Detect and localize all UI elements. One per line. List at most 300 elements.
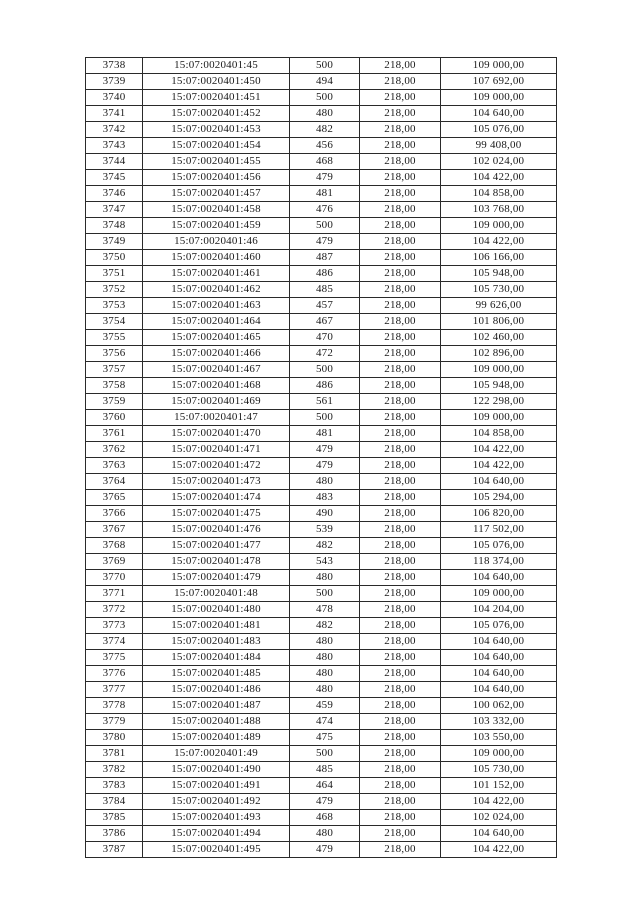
quantity-cell: 482 [290, 538, 360, 554]
quantity-cell: 479 [290, 794, 360, 810]
cadastral-number-cell: 15:07:0020401:488 [143, 714, 290, 730]
cadastral-number-cell: 15:07:0020401:450 [143, 74, 290, 90]
cadastral-number-cell: 15:07:0020401:49 [143, 746, 290, 762]
price-cell: 218,00 [360, 58, 441, 74]
row-number-cell: 3778 [86, 698, 143, 714]
quantity-cell: 490 [290, 506, 360, 522]
row-number-cell: 3756 [86, 346, 143, 362]
table-body [86, 58, 557, 858]
total-cell: 104 204,00 [441, 602, 557, 618]
quantity-cell: 472 [290, 346, 360, 362]
price-cell: 218,00 [360, 266, 441, 282]
row-number-cell: 3760 [86, 410, 143, 426]
total-cell: 109 000,00 [441, 410, 557, 426]
quantity-cell: 470 [290, 330, 360, 346]
table-row [86, 74, 557, 90]
quantity-cell: 474 [290, 714, 360, 730]
quantity-cell: 561 [290, 394, 360, 410]
table-row [86, 570, 557, 586]
row-number-cell: 3742 [86, 122, 143, 138]
cadastral-number-cell: 15:07:0020401:472 [143, 458, 290, 474]
cadastral-number-cell: 15:07:0020401:465 [143, 330, 290, 346]
quantity-cell: 457 [290, 298, 360, 314]
quantity-cell: 500 [290, 746, 360, 762]
row-number-cell: 3748 [86, 218, 143, 234]
row-number-cell: 3772 [86, 602, 143, 618]
cadastral-number-cell: 15:07:0020401:460 [143, 250, 290, 266]
price-cell: 218,00 [360, 794, 441, 810]
cadastral-number-cell: 15:07:0020401:469 [143, 394, 290, 410]
total-cell: 105 730,00 [441, 282, 557, 298]
row-number-cell: 3787 [86, 842, 143, 858]
row-number-cell: 3780 [86, 730, 143, 746]
total-cell: 105 076,00 [441, 618, 557, 634]
total-cell: 107 692,00 [441, 74, 557, 90]
total-cell: 105 076,00 [441, 538, 557, 554]
price-cell: 218,00 [360, 442, 441, 458]
total-cell: 109 000,00 [441, 218, 557, 234]
price-cell: 218,00 [360, 122, 441, 138]
table-row [86, 218, 557, 234]
quantity-cell: 459 [290, 698, 360, 714]
total-cell: 104 422,00 [441, 234, 557, 250]
table-row [86, 426, 557, 442]
total-cell: 103 550,00 [441, 730, 557, 746]
quantity-cell: 468 [290, 154, 360, 170]
total-cell: 103 332,00 [441, 714, 557, 730]
price-cell: 218,00 [360, 410, 441, 426]
data-table [85, 57, 557, 858]
total-cell: 104 422,00 [441, 442, 557, 458]
quantity-cell: 476 [290, 202, 360, 218]
price-cell: 218,00 [360, 778, 441, 794]
price-cell: 218,00 [360, 602, 441, 618]
price-cell: 218,00 [360, 826, 441, 842]
table-row [86, 810, 557, 826]
quantity-cell: 480 [290, 650, 360, 666]
total-cell: 104 422,00 [441, 170, 557, 186]
row-number-cell: 3774 [86, 634, 143, 650]
table-row [86, 106, 557, 122]
total-cell: 102 024,00 [441, 154, 557, 170]
row-number-cell: 3752 [86, 282, 143, 298]
cadastral-number-cell: 15:07:0020401:495 [143, 842, 290, 858]
cadastral-number-cell: 15:07:0020401:454 [143, 138, 290, 154]
price-cell: 218,00 [360, 394, 441, 410]
row-number-cell: 3773 [86, 618, 143, 634]
cadastral-number-cell: 15:07:0020401:467 [143, 362, 290, 378]
row-number-cell: 3746 [86, 186, 143, 202]
quantity-cell: 485 [290, 282, 360, 298]
price-cell: 218,00 [360, 250, 441, 266]
row-number-cell: 3738 [86, 58, 143, 74]
table-row [86, 282, 557, 298]
cadastral-number-cell: 15:07:0020401:492 [143, 794, 290, 810]
cadastral-number-cell: 15:07:0020401:477 [143, 538, 290, 554]
row-number-cell: 3784 [86, 794, 143, 810]
table-row [86, 458, 557, 474]
total-cell: 102 024,00 [441, 810, 557, 826]
quantity-cell: 500 [290, 410, 360, 426]
cadastral-number-cell: 15:07:0020401:456 [143, 170, 290, 186]
total-cell: 104 640,00 [441, 682, 557, 698]
total-cell: 104 422,00 [441, 458, 557, 474]
price-cell: 218,00 [360, 538, 441, 554]
price-cell: 218,00 [360, 458, 441, 474]
total-cell: 104 858,00 [441, 426, 557, 442]
row-number-cell: 3750 [86, 250, 143, 266]
quantity-cell: 481 [290, 426, 360, 442]
cadastral-number-cell: 15:07:0020401:480 [143, 602, 290, 618]
price-cell: 218,00 [360, 154, 441, 170]
price-cell: 218,00 [360, 362, 441, 378]
row-number-cell: 3745 [86, 170, 143, 186]
cadastral-number-cell: 15:07:0020401:462 [143, 282, 290, 298]
table-row [86, 442, 557, 458]
table-row [86, 490, 557, 506]
quantity-cell: 467 [290, 314, 360, 330]
quantity-cell: 479 [290, 234, 360, 250]
cadastral-number-cell: 15:07:0020401:458 [143, 202, 290, 218]
cadastral-number-cell: 15:07:0020401:466 [143, 346, 290, 362]
row-number-cell: 3770 [86, 570, 143, 586]
row-number-cell: 3767 [86, 522, 143, 538]
cadastral-number-cell: 15:07:0020401:468 [143, 378, 290, 394]
total-cell: 106 820,00 [441, 506, 557, 522]
row-number-cell: 3739 [86, 74, 143, 90]
total-cell: 99 408,00 [441, 138, 557, 154]
cadastral-number-cell: 15:07:0020401:473 [143, 474, 290, 490]
table-row [86, 362, 557, 378]
row-number-cell: 3781 [86, 746, 143, 762]
price-cell: 218,00 [360, 762, 441, 778]
table-row [86, 186, 557, 202]
quantity-cell: 480 [290, 570, 360, 586]
quantity-cell: 480 [290, 682, 360, 698]
cadastral-number-cell: 15:07:0020401:490 [143, 762, 290, 778]
table-row [86, 602, 557, 618]
table-row [86, 666, 557, 682]
row-number-cell: 3776 [86, 666, 143, 682]
table-row [86, 234, 557, 250]
price-cell: 218,00 [360, 810, 441, 826]
price-cell: 218,00 [360, 586, 441, 602]
table-row [86, 714, 557, 730]
table-row [86, 346, 557, 362]
table-row [86, 202, 557, 218]
quantity-cell: 468 [290, 810, 360, 826]
cadastral-number-cell: 15:07:0020401:455 [143, 154, 290, 170]
total-cell: 109 000,00 [441, 362, 557, 378]
total-cell: 104 422,00 [441, 842, 557, 858]
cadastral-number-cell: 15:07:0020401:476 [143, 522, 290, 538]
price-cell: 218,00 [360, 346, 441, 362]
table-row [86, 506, 557, 522]
price-cell: 218,00 [360, 426, 441, 442]
total-cell: 104 640,00 [441, 650, 557, 666]
quantity-cell: 481 [290, 186, 360, 202]
total-cell: 109 000,00 [441, 58, 557, 74]
row-number-cell: 3747 [86, 202, 143, 218]
total-cell: 103 768,00 [441, 202, 557, 218]
cadastral-number-cell: 15:07:0020401:486 [143, 682, 290, 698]
row-number-cell: 3759 [86, 394, 143, 410]
price-cell: 218,00 [360, 282, 441, 298]
quantity-cell: 480 [290, 666, 360, 682]
cadastral-number-cell: 15:07:0020401:471 [143, 442, 290, 458]
price-cell: 218,00 [360, 522, 441, 538]
total-cell: 109 000,00 [441, 586, 557, 602]
row-number-cell: 3765 [86, 490, 143, 506]
quantity-cell: 456 [290, 138, 360, 154]
row-number-cell: 3769 [86, 554, 143, 570]
table-row [86, 378, 557, 394]
cadastral-number-cell: 15:07:0020401:451 [143, 90, 290, 106]
row-number-cell: 3741 [86, 106, 143, 122]
cadastral-number-cell: 15:07:0020401:452 [143, 106, 290, 122]
quantity-cell: 479 [290, 442, 360, 458]
quantity-cell: 480 [290, 826, 360, 842]
table-row [86, 842, 557, 858]
total-cell: 104 858,00 [441, 186, 557, 202]
total-cell: 102 460,00 [441, 330, 557, 346]
cadastral-number-cell: 15:07:0020401:457 [143, 186, 290, 202]
table-row [86, 698, 557, 714]
price-cell: 218,00 [360, 618, 441, 634]
row-number-cell: 3764 [86, 474, 143, 490]
row-number-cell: 3743 [86, 138, 143, 154]
total-cell: 109 000,00 [441, 746, 557, 762]
quantity-cell: 500 [290, 586, 360, 602]
total-cell: 117 502,00 [441, 522, 557, 538]
table-row [86, 410, 557, 426]
total-cell: 105 948,00 [441, 378, 557, 394]
total-cell: 105 294,00 [441, 490, 557, 506]
cadastral-number-cell: 15:07:0020401:494 [143, 826, 290, 842]
price-cell: 218,00 [360, 314, 441, 330]
row-number-cell: 3755 [86, 330, 143, 346]
row-number-cell: 3768 [86, 538, 143, 554]
row-number-cell: 3754 [86, 314, 143, 330]
row-number-cell: 3740 [86, 90, 143, 106]
total-cell: 105 948,00 [441, 266, 557, 282]
price-cell: 218,00 [360, 186, 441, 202]
table-row [86, 794, 557, 810]
cadastral-number-cell: 15:07:0020401:475 [143, 506, 290, 522]
row-number-cell: 3761 [86, 426, 143, 442]
row-number-cell: 3779 [86, 714, 143, 730]
quantity-cell: 543 [290, 554, 360, 570]
quantity-cell: 480 [290, 634, 360, 650]
price-cell: 218,00 [360, 378, 441, 394]
total-cell: 122 298,00 [441, 394, 557, 410]
quantity-cell: 479 [290, 842, 360, 858]
row-number-cell: 3777 [86, 682, 143, 698]
price-cell: 218,00 [360, 90, 441, 106]
total-cell: 104 422,00 [441, 794, 557, 810]
price-cell: 218,00 [360, 474, 441, 490]
table-row [86, 762, 557, 778]
cadastral-number-cell: 15:07:0020401:464 [143, 314, 290, 330]
price-cell: 218,00 [360, 202, 441, 218]
price-cell: 218,00 [360, 298, 441, 314]
price-cell: 218,00 [360, 570, 441, 586]
quantity-cell: 464 [290, 778, 360, 794]
quantity-cell: 479 [290, 170, 360, 186]
price-cell: 218,00 [360, 714, 441, 730]
total-cell: 102 896,00 [441, 346, 557, 362]
row-number-cell: 3771 [86, 586, 143, 602]
price-cell: 218,00 [360, 330, 441, 346]
quantity-cell: 485 [290, 762, 360, 778]
quantity-cell: 487 [290, 250, 360, 266]
quantity-cell: 539 [290, 522, 360, 538]
quantity-cell: 494 [290, 74, 360, 90]
cadastral-number-cell: 15:07:0020401:481 [143, 618, 290, 634]
table-row [86, 138, 557, 154]
table-row [86, 682, 557, 698]
row-number-cell: 3782 [86, 762, 143, 778]
total-cell: 106 166,00 [441, 250, 557, 266]
cadastral-number-cell: 15:07:0020401:459 [143, 218, 290, 234]
quantity-cell: 486 [290, 378, 360, 394]
table-row [86, 330, 557, 346]
cadastral-number-cell: 15:07:0020401:485 [143, 666, 290, 682]
total-cell: 99 626,00 [441, 298, 557, 314]
table-row [86, 746, 557, 762]
total-cell: 118 374,00 [441, 554, 557, 570]
cadastral-number-cell: 15:07:0020401:45 [143, 58, 290, 74]
row-number-cell: 3763 [86, 458, 143, 474]
table-row [86, 650, 557, 666]
row-number-cell: 3757 [86, 362, 143, 378]
cadastral-number-cell: 15:07:0020401:470 [143, 426, 290, 442]
total-cell: 104 640,00 [441, 826, 557, 842]
price-cell: 218,00 [360, 138, 441, 154]
row-number-cell: 3775 [86, 650, 143, 666]
quantity-cell: 482 [290, 618, 360, 634]
quantity-cell: 478 [290, 602, 360, 618]
row-number-cell: 3766 [86, 506, 143, 522]
price-cell: 218,00 [360, 74, 441, 90]
row-number-cell: 3786 [86, 826, 143, 842]
quantity-cell: 500 [290, 58, 360, 74]
total-cell: 104 640,00 [441, 474, 557, 490]
table-row [86, 538, 557, 554]
price-cell: 218,00 [360, 746, 441, 762]
total-cell: 104 640,00 [441, 570, 557, 586]
price-cell: 218,00 [360, 634, 441, 650]
table-row [86, 90, 557, 106]
price-cell: 218,00 [360, 666, 441, 682]
cadastral-number-cell: 15:07:0020401:491 [143, 778, 290, 794]
table-row [86, 154, 557, 170]
quantity-cell: 500 [290, 90, 360, 106]
total-cell: 100 062,00 [441, 698, 557, 714]
quantity-cell: 486 [290, 266, 360, 282]
table-row [86, 122, 557, 138]
cadastral-number-cell: 15:07:0020401:48 [143, 586, 290, 602]
cadastral-number-cell: 15:07:0020401:463 [143, 298, 290, 314]
row-number-cell: 3783 [86, 778, 143, 794]
price-cell: 218,00 [360, 490, 441, 506]
cadastral-number-cell: 15:07:0020401:474 [143, 490, 290, 506]
total-cell: 104 640,00 [441, 106, 557, 122]
cadastral-number-cell: 15:07:0020401:46 [143, 234, 290, 250]
table-row [86, 474, 557, 490]
total-cell: 109 000,00 [441, 90, 557, 106]
row-number-cell: 3753 [86, 298, 143, 314]
row-number-cell: 3749 [86, 234, 143, 250]
cadastral-number-cell: 15:07:0020401:478 [143, 554, 290, 570]
cadastral-number-cell: 15:07:0020401:487 [143, 698, 290, 714]
price-cell: 218,00 [360, 698, 441, 714]
price-cell: 218,00 [360, 682, 441, 698]
table-row [86, 554, 557, 570]
total-cell: 104 640,00 [441, 666, 557, 682]
table-row [86, 58, 557, 74]
table-row [86, 314, 557, 330]
cadastral-number-cell: 15:07:0020401:483 [143, 634, 290, 650]
row-number-cell: 3758 [86, 378, 143, 394]
quantity-cell: 500 [290, 218, 360, 234]
price-cell: 218,00 [360, 730, 441, 746]
table-row [86, 170, 557, 186]
table-row [86, 266, 557, 282]
quantity-cell: 479 [290, 458, 360, 474]
table-row [86, 634, 557, 650]
table-row [86, 394, 557, 410]
row-number-cell: 3785 [86, 810, 143, 826]
price-cell: 218,00 [360, 650, 441, 666]
price-cell: 218,00 [360, 842, 441, 858]
row-number-cell: 3762 [86, 442, 143, 458]
total-cell: 101 152,00 [441, 778, 557, 794]
table-row [86, 250, 557, 266]
total-cell: 104 640,00 [441, 634, 557, 650]
price-cell: 218,00 [360, 170, 441, 186]
row-number-cell: 3744 [86, 154, 143, 170]
table-row [86, 522, 557, 538]
cadastral-number-cell: 15:07:0020401:489 [143, 730, 290, 746]
table-row [86, 826, 557, 842]
cadastral-number-cell: 15:07:0020401:479 [143, 570, 290, 586]
table-row [86, 778, 557, 794]
cadastral-number-cell: 15:07:0020401:453 [143, 122, 290, 138]
table-row [86, 730, 557, 746]
price-cell: 218,00 [360, 554, 441, 570]
quantity-cell: 480 [290, 106, 360, 122]
cadastral-number-cell: 15:07:0020401:493 [143, 810, 290, 826]
cadastral-number-cell: 15:07:0020401:47 [143, 410, 290, 426]
price-cell: 218,00 [360, 506, 441, 522]
price-cell: 218,00 [360, 234, 441, 250]
quantity-cell: 475 [290, 730, 360, 746]
row-number-cell: 3751 [86, 266, 143, 282]
quantity-cell: 482 [290, 122, 360, 138]
total-cell: 105 076,00 [441, 122, 557, 138]
quantity-cell: 483 [290, 490, 360, 506]
cadastral-number-cell: 15:07:0020401:484 [143, 650, 290, 666]
cadastral-number-cell: 15:07:0020401:461 [143, 266, 290, 282]
table-row [86, 298, 557, 314]
price-cell: 218,00 [360, 106, 441, 122]
quantity-cell: 480 [290, 474, 360, 490]
table-row [86, 586, 557, 602]
quantity-cell: 500 [290, 362, 360, 378]
total-cell: 105 730,00 [441, 762, 557, 778]
table-row [86, 618, 557, 634]
